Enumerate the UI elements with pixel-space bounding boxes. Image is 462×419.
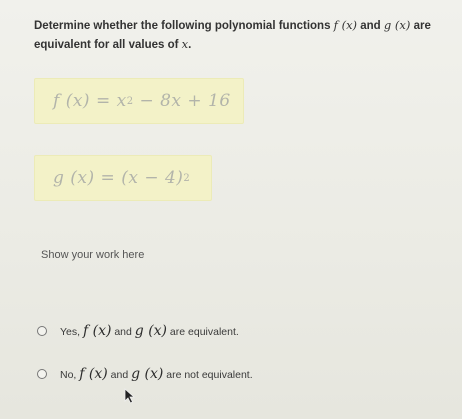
work-area-label[interactable]: Show your work here xyxy=(41,249,145,261)
equation-f-rest: − 8x + 16 xyxy=(133,91,231,111)
equation-g-exponent: 2 xyxy=(183,172,191,184)
mouse-pointer-icon xyxy=(124,388,136,404)
equation-g-text: g (x) = (x − 4) xyxy=(53,168,184,188)
option-yes-and: and xyxy=(111,326,135,338)
option-yes-lead: Yes, xyxy=(60,326,83,338)
option-yes-g: g (x) xyxy=(134,323,168,339)
question-variable: x xyxy=(181,37,189,51)
equation-g-box xyxy=(34,155,212,201)
option-no-f: f (x) xyxy=(79,366,108,382)
question-period: . xyxy=(188,39,192,51)
question-text xyxy=(34,16,454,54)
question-f-symbol: f (x) xyxy=(333,18,358,32)
option-no-tail: are not equivalent. xyxy=(163,369,253,381)
question-text-start: Determine whether the following polynomial functions xyxy=(34,20,334,32)
question-text-end: are equivalent for all values of xyxy=(34,20,431,51)
answer-option-no-label xyxy=(60,366,253,382)
answer-option-no[interactable] xyxy=(37,366,253,382)
equation-f-text: f (x) = x xyxy=(53,91,127,111)
equation-f-box xyxy=(34,78,244,124)
radio-button-yes[interactable] xyxy=(37,326,47,336)
question-and: and xyxy=(357,20,384,32)
equation-f-exponent: 2 xyxy=(126,95,134,107)
answer-option-yes-label xyxy=(60,323,239,339)
option-no-and: and xyxy=(107,369,132,381)
option-yes-tail: are equivalent. xyxy=(167,326,239,338)
option-yes-f: f (x) xyxy=(82,323,112,339)
radio-button-no[interactable] xyxy=(37,369,47,379)
option-no-lead: No, xyxy=(60,369,80,381)
question-g-symbol: g (x) xyxy=(383,18,411,32)
option-no-g: g (x) xyxy=(131,366,164,382)
answer-option-yes[interactable] xyxy=(37,323,239,339)
